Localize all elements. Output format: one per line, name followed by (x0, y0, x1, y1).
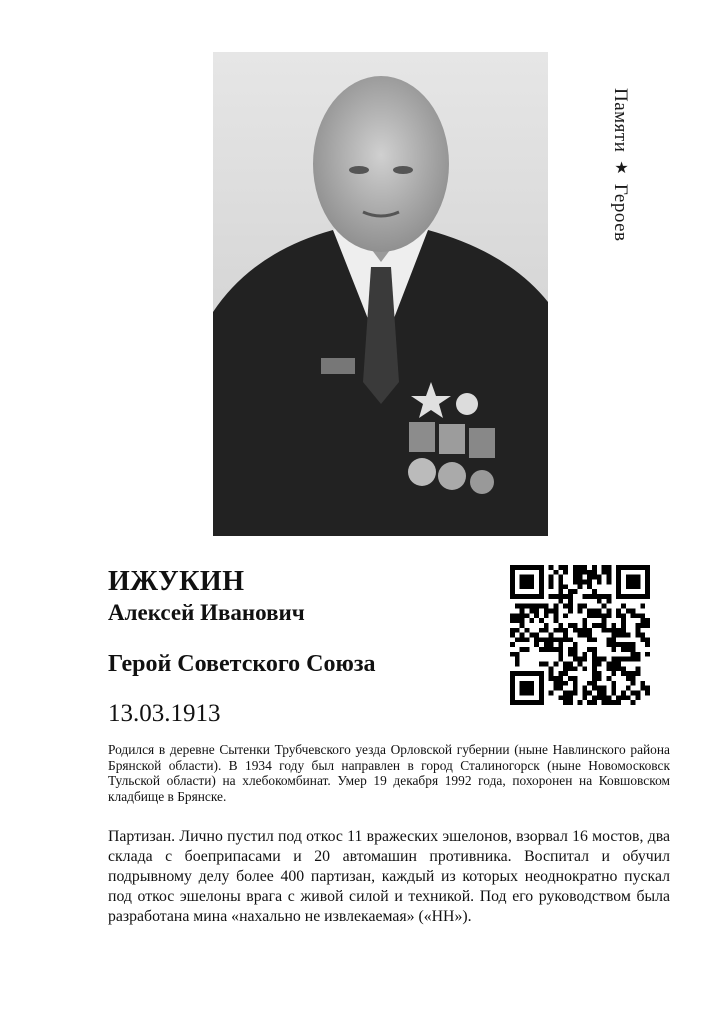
biography-paragraph-1: Родился в деревне Сытенки Трубчевского уезда Орловской губернии (ныне Навлинского района Брянской области). В 1934 году был направлен в город Сталиногорск (ныне Новомосковск Тульской области) на хлебокомбинат. Умер 19 декабря 1992 года, похоронен на Ковшовском кладбище в Брянске. (108, 742, 670, 804)
birth-date: 13.03.1913 (108, 700, 221, 727)
side-caption-before: Памяти (610, 88, 631, 153)
qr-code[interactable] (510, 565, 650, 705)
biography-paragraph-2: Партизан. Лично пустил под откос 11 вражеских эшелонов, взорвал 16 мостов, два склада с боеприпасами и 20 автомашин противника. Воспитал и обучил подрывному делу более 400 партизан, каждый из которых неоднократно пускал под откос эшелоны врага с живой силой и техникой. Под его руководством была разработана мина «нахально не извлекаемая» («НН»). (108, 828, 670, 925)
hero-given-names: Алексей Иванович (108, 600, 305, 625)
hero-surname: ИЖУКИН (108, 566, 245, 597)
star-icon: ★ (612, 158, 629, 178)
side-caption (609, 88, 631, 242)
side-caption-after: Героев (610, 183, 631, 242)
hero-title: Герой Советского Союза (108, 651, 376, 677)
portrait-photo (213, 52, 548, 536)
